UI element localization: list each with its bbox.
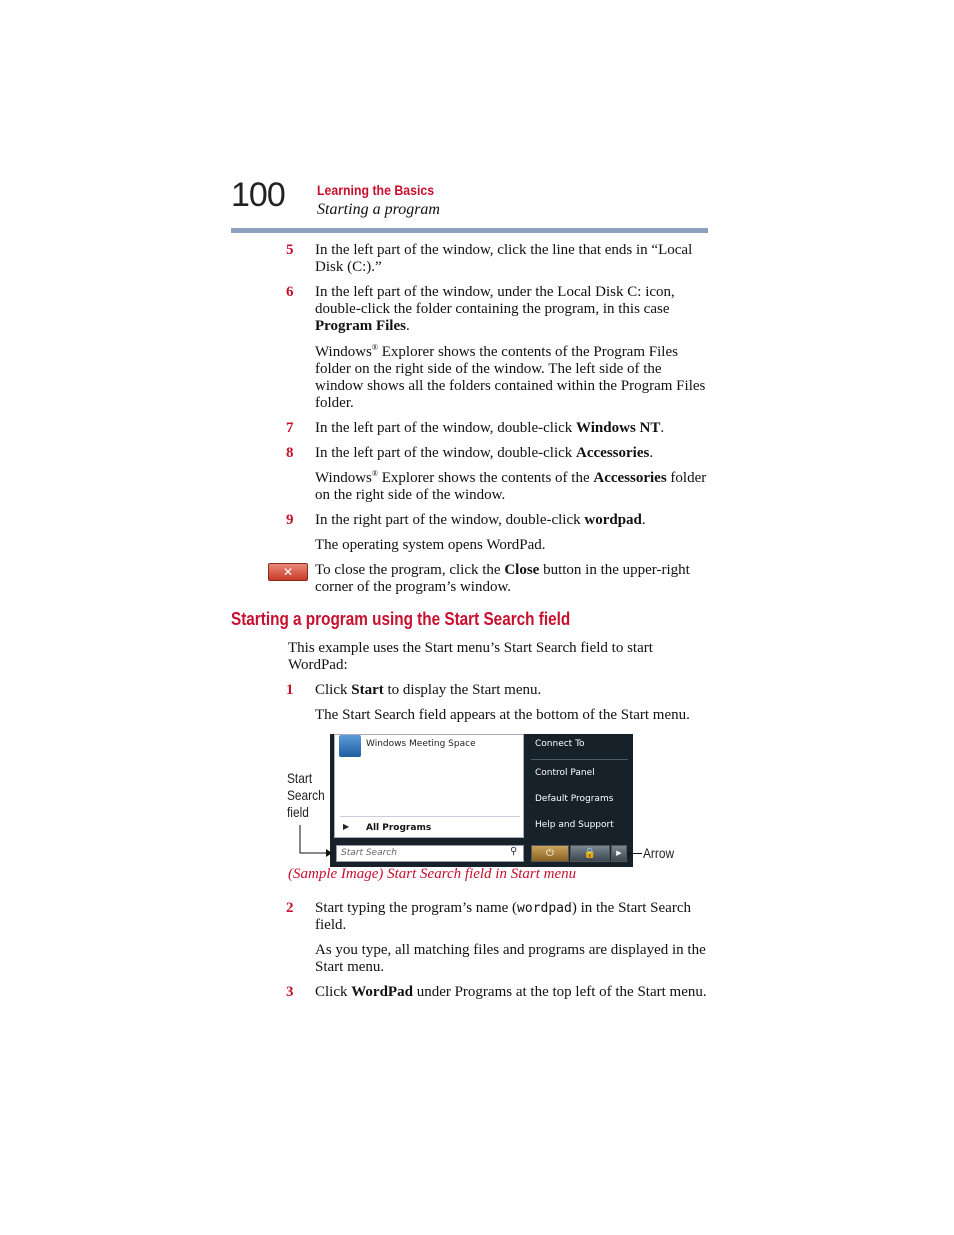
menu-item-help[interactable]: Help and Support xyxy=(535,820,614,830)
step-text: Start typing the program’s name (wordpad) in the Start Search field. xyxy=(315,900,691,933)
label-arrow: Arrow xyxy=(643,845,675,861)
step-note: The Start Search field appears at the bottom of the Start menu. xyxy=(315,707,690,723)
divider xyxy=(531,759,628,760)
menu-item-control-panel[interactable]: Control Panel xyxy=(535,768,595,778)
section-title: Starting a program xyxy=(317,201,440,218)
all-programs-item[interactable]: All Programs xyxy=(366,823,432,833)
step-number: 2 xyxy=(286,900,294,916)
callout-arrow xyxy=(296,823,332,859)
section-heading: Starting a program using the Start Search field xyxy=(231,609,571,629)
step-number: 1 xyxy=(286,682,294,698)
divider xyxy=(340,816,520,817)
close-icon: ✕ xyxy=(268,563,308,581)
step-note: As you type, all matching files and programs are displayed in the Start menu. xyxy=(315,942,706,975)
step-number: 9 xyxy=(286,512,294,528)
step-note: The operating system opens WordPad. xyxy=(315,537,546,553)
step-number: 5 xyxy=(286,242,294,258)
step-number: 8 xyxy=(286,445,294,461)
power-button-bar xyxy=(531,845,627,862)
figure-caption: (Sample Image) Start Search field in Start menu xyxy=(288,866,577,882)
arrow-right-icon: ▶ xyxy=(343,822,350,831)
menu-item-connect-to[interactable]: Connect To xyxy=(535,739,585,749)
label-start-search-field: Start Search field xyxy=(287,770,325,820)
step-text: In the left part of the window, double-click Accessories. xyxy=(315,445,654,461)
power-icon[interactable]: ⏻ xyxy=(531,845,569,862)
section-intro: This example uses the Start menu’s Start Search field to start WordPad: xyxy=(288,640,653,673)
lock-icon[interactable]: 🔒 xyxy=(570,845,610,862)
step-note: Windows® Explorer shows the contents of the Program Files folder on the right side of the window. The left side of the window shows all the folders contained within the Program Files folder. xyxy=(315,343,706,411)
close-note: To close the program, click the Close button in the upper-right corner of the program’s window. xyxy=(315,562,690,595)
header-rule xyxy=(231,228,708,233)
search-icon[interactable]: ⚲ xyxy=(510,846,518,857)
step-text: In the left part of the window, click the line that ends in “Local Disk (C:).” xyxy=(315,242,693,275)
step-number: 6 xyxy=(286,284,294,300)
step-text: In the right part of the window, double-click wordpad. xyxy=(315,512,646,528)
step-text: In the left part of the window, double-click Windows NT. xyxy=(315,420,665,436)
menu-item-meeting-space[interactable]: Windows Meeting Space xyxy=(366,739,476,749)
step-text: Click Start to display the Start menu. xyxy=(315,682,542,698)
step-text: Click WordPad under Programs at the top left of the Start menu. xyxy=(315,984,707,1000)
step-number: 7 xyxy=(286,420,294,436)
meeting-space-icon xyxy=(339,735,361,757)
step-text: In the left part of the window, under the Local Disk C: icon, double-click the folder containing the program, in this case Program Files. xyxy=(315,284,675,334)
page-number: 100 xyxy=(231,176,285,214)
step-number: 3 xyxy=(286,984,294,1000)
step-note: Windows® Explorer shows the contents of the Accessories folder on the right side of the window. xyxy=(315,469,707,503)
start-search-input[interactable]: Start Search xyxy=(336,845,524,862)
callout-line xyxy=(627,853,642,854)
menu-item-default-programs[interactable]: Default Programs xyxy=(535,794,614,804)
chapter-title: Learning the Basics xyxy=(317,182,435,198)
arrow-icon[interactable]: ▶ xyxy=(611,845,627,862)
